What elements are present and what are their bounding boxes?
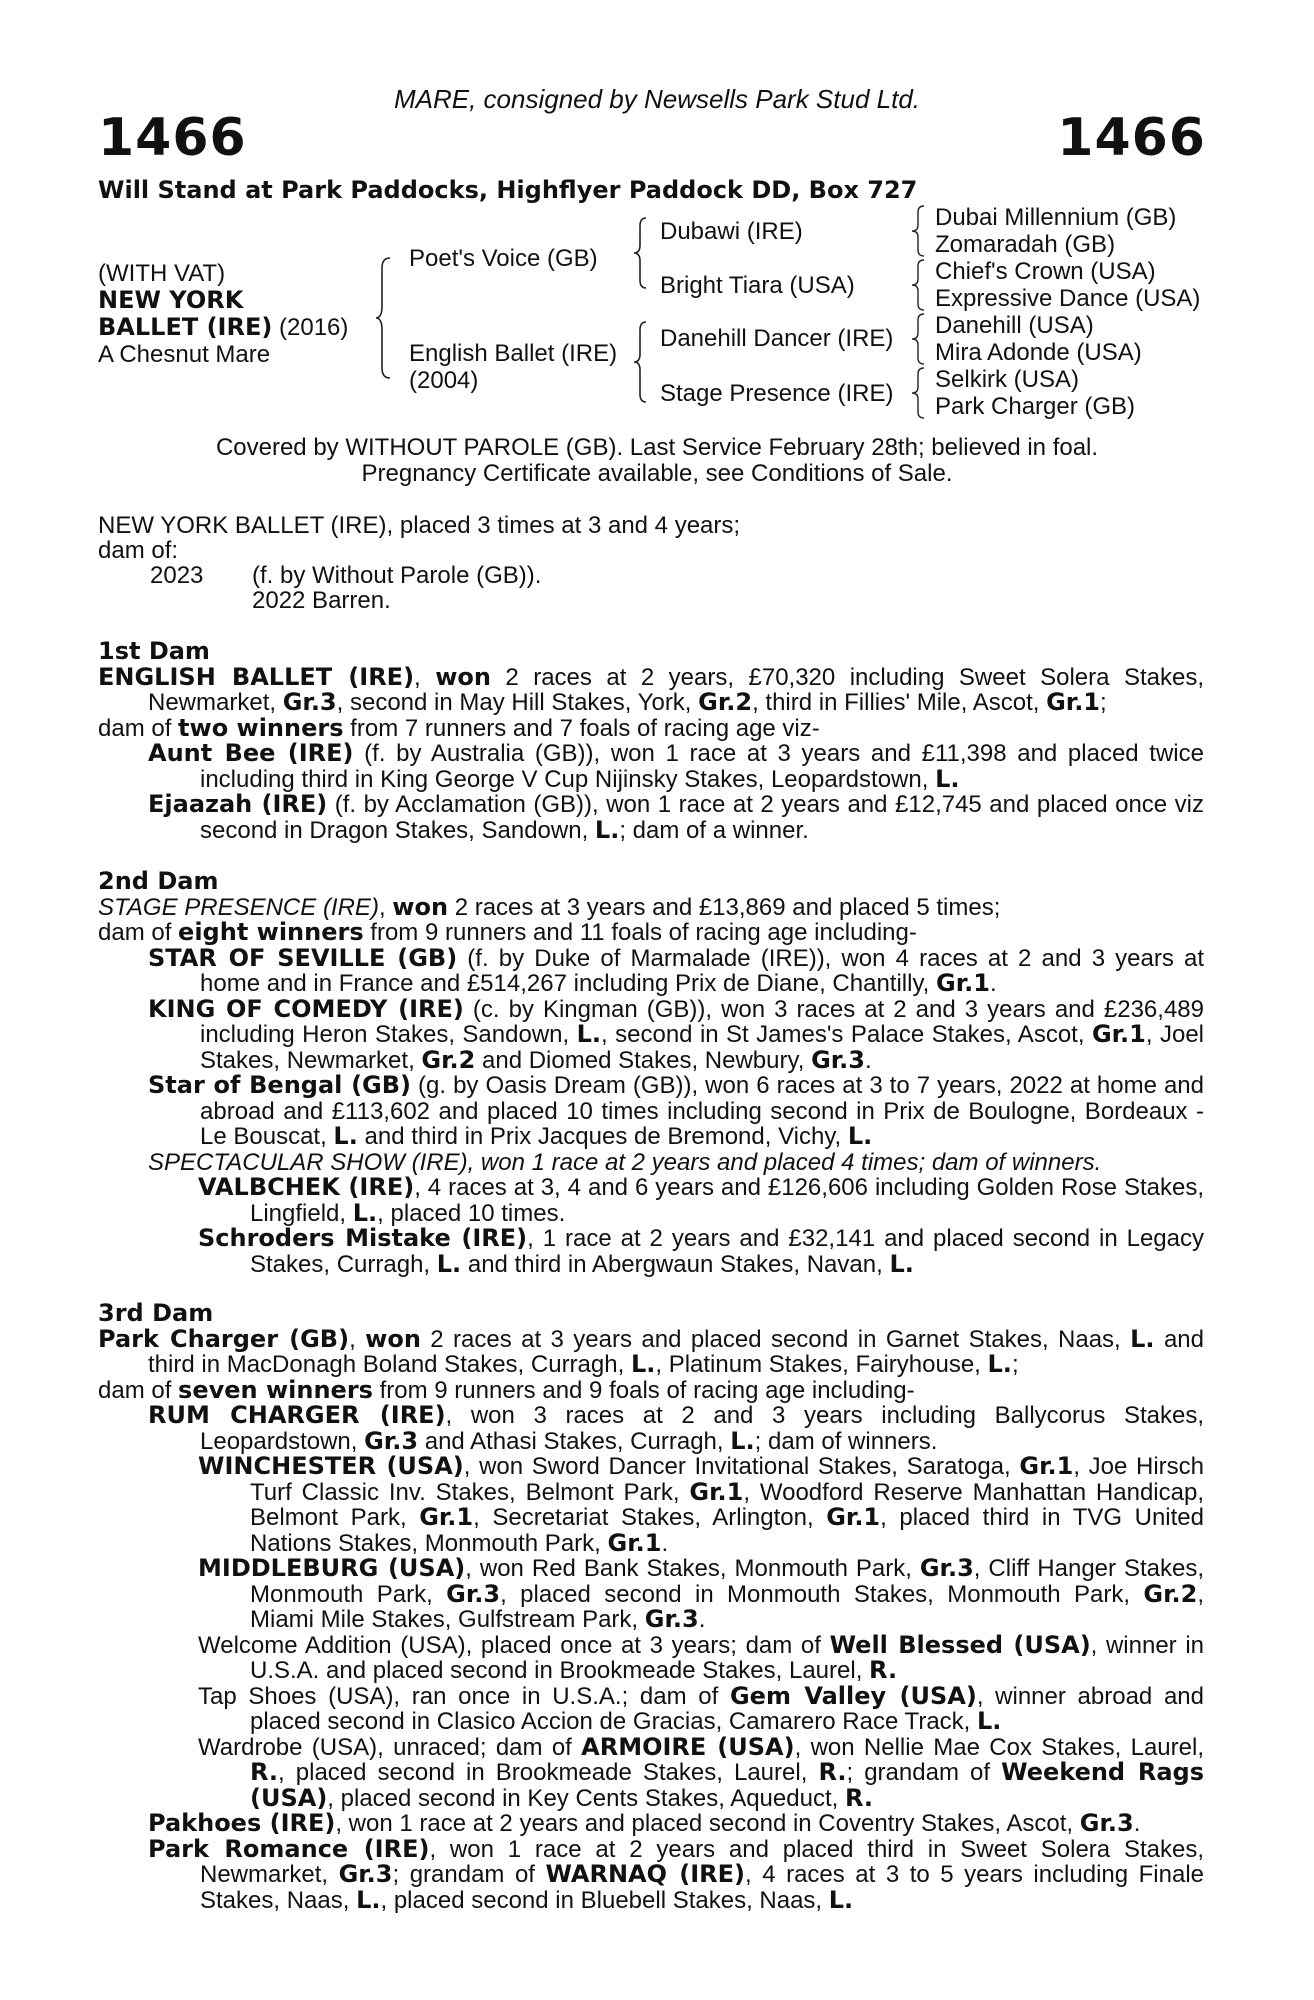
sd-bracket [912,260,926,310]
g-ddd: Park Charger (GB) [935,393,1136,420]
horse-name-line2: BALLET (IRE) (2016) [98,313,349,341]
second-dam-grand-1: VALBCHEK (IRE), 4 races at 3, 4 and 6 years and £126,606 including Golden Rose Stakes, Lingfield, L., placed 10 times. [198,1173,1204,1227]
g-sdd: Expressive Dance (USA) [935,285,1201,312]
second-dam-record: STAGE PRESENCE (IRE), won 2 races at 3 years and £13,869 and placed 5 times; [98,892,1001,921]
first-dam-heading: 1st Dam [98,637,210,665]
lot-number-right: 1466 [1057,108,1206,168]
sire-bracket [634,218,650,288]
horse-description: A Chesnut Mare [98,341,271,368]
second-dam-produce-4: SPECTACULAR SHOW (IRE), won 1 race at 2 years and placed 4 times; dam of winners. [148,1148,1102,1176]
third-dam-grand-winchester: WINCHESTER (USA), won Sword Dancer Invitational Stakes, Saratoga, Gr.1, Joe Hirsch Turf Classic Inv. Stakes, Belmont Park, Gr.1, Woodford Reserve Manhattan Handicap, Belmont Park, Gr.1, Secretariat Stakes, Arlington, Gr.1, placed third in TVG United Nations Stakes, Monmouth Park, Gr.1. [198,1452,1205,1557]
g-dds: Selkirk (USA) [935,366,1080,393]
second-dam-grand-2: Schroders Mistake (IRE), 1 race at 2 years and £32,141 and placed second in Legacy Stakes, Curragh, L. and third in Abergwaun Stakes, Navan, L. [198,1224,1204,1278]
third-dam-grand-tapshoes: Tap Shoes (USA), ran once in U.S.A.; dam of Gem Valley (USA), winner abroad and placed second in Clasico Accion de Gracias, Camarero Race Track, L. [198,1681,1205,1735]
dam-year: (2004) [409,367,479,394]
third-dam-produce-parkromance: Park Romance (IRE), won 1 race at 2 years and placed third in Sweet Solera Stakes, Newmarket, Gr.3; grandam of WARNAQ (IRE), 4 races at 3 to 5 years including Finale Stakes, Naas, L., placed second in Bluebell Stakes, Naas, L. [148,1834,1205,1914]
sire-dam: Bright Tiara (USA) [660,272,855,299]
produce-intro: NEW YORK BALLET (IRE), placed 3 times at 3 and 4 years; [98,512,741,539]
first-dam-record: ENGLISH BALLET (IRE), won 2 races at 2 years, £70,320 including Sweet Solera Stakes, Newmarket, Gr.3, second in May Hill Stakes, York, Gr.2, third in Fillies' Mile, Ascot, Gr.1; [98,662,1204,716]
second-dam-produce-3: Star of Bengal (GB) (g. by Oasis Dream (GB)), won 6 races at 3 to 7 years, 2022 at home and abroad and £113,602 and placed 10 times including second in Prix de Boulogne, Bordeaux - Le Bouscat, L. and third in Prix Jacques de Bremond, Vichy, L. [148,1071,1204,1150]
third-dam-summary: dam of seven winners from 9 runners and 9 foals of racing age including- [98,1375,915,1404]
third-dam-produce-pakhoes: Pakhoes (IRE), won 1 race at 2 years and placed second in Coventry Stakes, Ascot, Gr.3. [148,1809,1141,1837]
cover-line1: Covered by WITHOUT PAROLE (GB). Last Service February 28th; believed in foal. [215,434,1099,461]
dam-sire: Danehill Dancer (IRE) [660,325,894,352]
first-dam-produce-2: Ejaazah (IRE) (f. by Acclamation (GB)), won 1 race at 2 years and £12,745 and placed once viz second in Dragon Stakes, Sandown, L.; dam of a winner. [148,790,1204,844]
third-dam-heading: 3rd Dam [98,1299,214,1327]
first-dam-section [98,639,1204,843]
stand-location: Will Stand at Park Paddocks, Highflyer Paddock DD, Box 727 [98,176,918,204]
ss-bracket [912,206,926,256]
dam-name: English Ballet (IRE) [409,340,618,367]
first-dam-produce-1: Aunt Bee (IRE) (f. by Australia (GB)), won 1 race at 3 years and £11,398 and placed twice including third in King George V Cup Nijinsky Stakes, Leopardstown, L. [148,739,1204,793]
vat-label: (WITH VAT) [98,260,226,287]
third-dam-grand-welcome: Welcome Addition (USA), placed once at 3 years; dam of Well Blessed (USA), winner in U.S.A. and placed second in Brookmeade Stakes, Laurel, R. [198,1630,1204,1684]
second-dam-produce-1: STAR OF SEVILLE (GB) (f. by Duke of Marmalade (IRE)), won 4 races at 2 and 3 years at home and in France and £514,267 including Prix de Diane, Chantilly, Gr.1. [148,943,1204,997]
produce-year: 2023 [150,562,204,589]
first-dam-summary: dam of two winners from 7 runners and 7 foals of racing age viz- [98,713,820,742]
g-ssd: Zomaradah (GB) [935,231,1116,258]
dam-dam: Stage Presence (IRE) [660,380,894,407]
g-dsd: Mira Adonde (USA) [935,339,1142,366]
g-dss: Danehill (USA) [935,312,1094,339]
sire-sire: Dubawi (IRE) [660,218,803,245]
second-dam-summary: dam of eight winners from 9 runners and 11 foals of racing age including- [98,918,917,946]
produce-dam-of: dam of: [98,537,179,564]
horse-name-line1: NEW YORK [98,286,244,314]
sire: Poet's Voice (GB) [409,245,598,272]
produce-entry2: 2022 Barren. [252,587,391,614]
lot-number-left: 1466 [98,108,247,168]
third-dam-record: Park Charger (GB), won 2 races at 3 years and placed second in Garnet Stakes, Naas, L. and third in MacDonagh Boland Stakes, Curragh, L., Platinum Stakes, Fairyhouse, L.; [98,1324,1205,1378]
second-dam-heading: 2nd Dam [98,867,219,895]
third-dam-produce-rum: RUM CHARGER (IRE), won 3 races at 2 and 3 years including Ballycorus Stakes, Leopardstown, Gr.3 and Athasi Stakes, Curragh, L.; dam of winners. [148,1401,1205,1455]
dd-bracket [912,368,926,418]
dam-bracket [634,322,650,402]
main-bracket [376,258,396,378]
third-dam-grand-wardrobe: Wardrobe (USA), unraced; dam of ARMOIRE (USA), won Nellie Mae Cox Stakes, Laurel, R., placed second in Brookmeade Stakes, Laurel, R.; grandam of Weekend Rags (USA), placed second in Key Cents Stakes, Aqueduct, R. [198,1732,1204,1812]
ds-bracket [912,314,926,364]
g-sss: Dubai Millennium (GB) [935,204,1177,231]
produce-entry1: (f. by Without Parole (GB)). [252,562,542,589]
second-dam-produce-2: KING OF COMEDY (IRE) (c. by Kingman (GB)), won 3 races at 2 and 3 years and £236,489 including Heron Stakes, Sandown, L., second in St James's Palace Stakes, Ascot, Gr.1, Joel Stakes, Newmarket, Gr.2 and Diomed Stakes, Newbury, Gr.3. [148,994,1204,1074]
cover-line2: Pregnancy Certificate available, see Conditions of Sale. [361,460,953,487]
g-sds: Chief's Crown (USA) [935,258,1156,285]
second-dam-section [98,869,1204,1277]
third-dam-grand-middleburg: MIDDLEBURG (USA), won Red Bank Stakes, Monmouth Park, Gr.3, Cliff Hanger Stakes, Monmouth Park, Gr.3, placed second in Monmouth Stakes, Monmouth Park, Gr.2, Miami Mile Stakes, Gulfstream Park, Gr.3. [198,1554,1205,1633]
consignor-line: MARE, consigned by Newsells Park Stud Ltd. [393,84,921,114]
third-dam-section [98,1301,1204,1913]
